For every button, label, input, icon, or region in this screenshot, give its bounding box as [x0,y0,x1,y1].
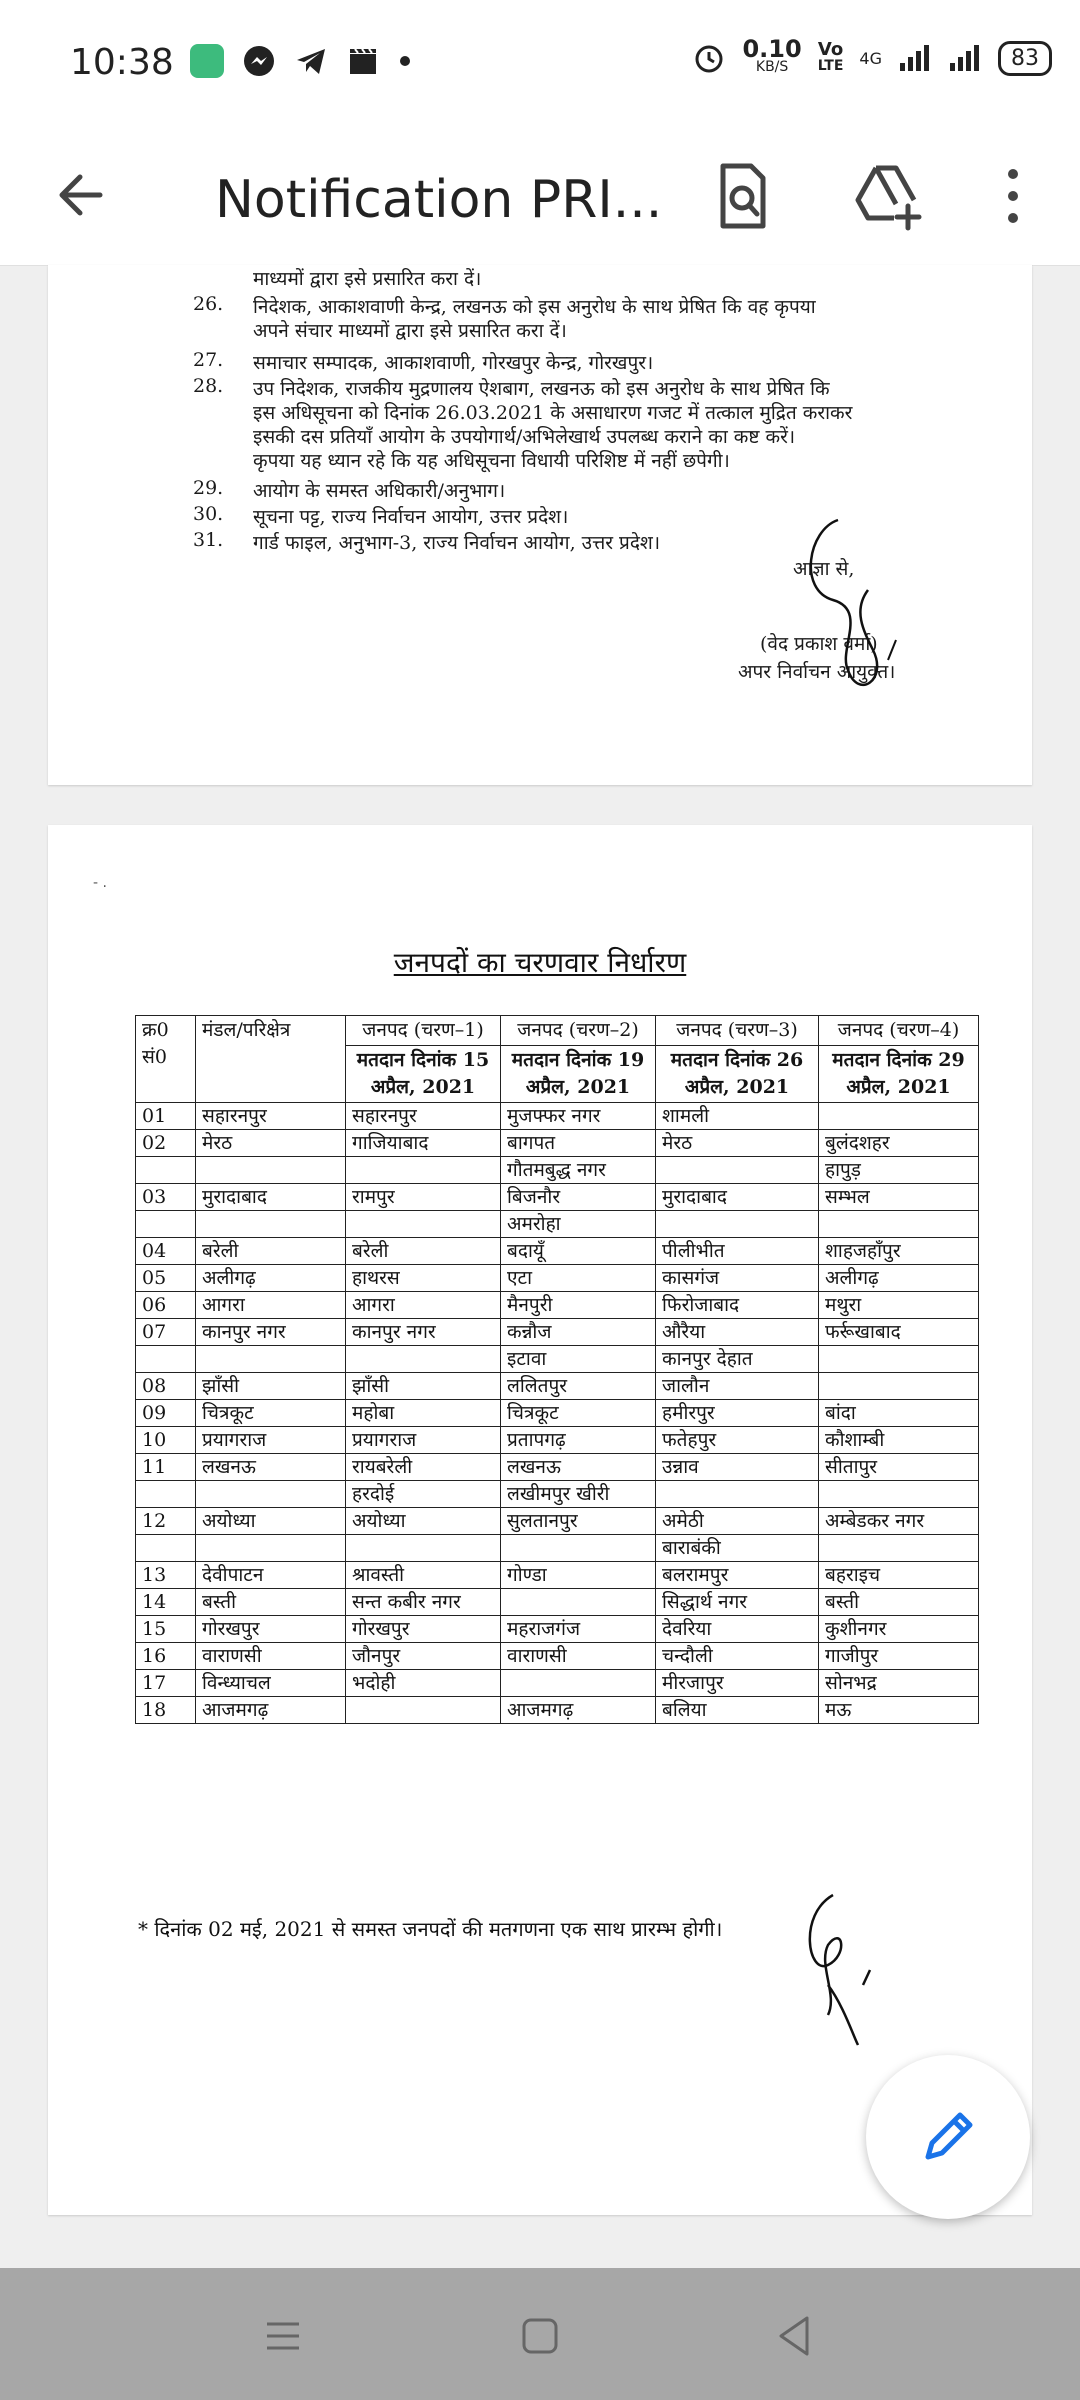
table-row [136,1643,979,1670]
date-phase-3: मतदान दिनांक 26 अप्रैल, 2021 [656,1046,819,1103]
table-cell [196,1535,346,1562]
table-cell: कुशीनगर [819,1616,979,1643]
table-cell: 16 [136,1643,196,1670]
table-cell: हाथरस [346,1265,501,1292]
table-row [136,1265,979,1292]
doc-line: इस अधिसूचना को दिनांक 26.03.2021 के असाधारण गजट में तत्काल मुद्रित कराकर [253,402,853,424]
table-row [136,1130,979,1157]
table-cell: 01 [136,1103,196,1130]
table-row [136,1103,979,1130]
table-cell: कानपुर देहात [656,1346,819,1373]
doc-line: कृपया यह ध्यान रहे कि यह अधिसूचना विधायी परिशिष्ट में नहीं छपेगी। [253,450,730,472]
table-row [136,1616,979,1643]
table-cell: सहारनपुर [346,1103,501,1130]
table-cell: हापुड़ [819,1157,979,1184]
table-row [136,1508,979,1535]
line-number: 29. [193,477,224,499]
table-cell: अयोध्या [346,1508,501,1535]
status-bar [0,0,1080,130]
table-cell: मथुरा [819,1292,979,1319]
table-cell: बागपत [501,1130,656,1157]
doc-line: इसकी दस प्रतियाँ आयोग के उपयोगार्थ/अभिलेखार्थ उपलब्ध कराने का कष्ट करें। [253,426,796,448]
table-cell: गाजियाबाद [346,1130,501,1157]
district-phase-table [135,1015,979,1724]
dot-icon [398,54,412,68]
table-cell: श्रावस्ती [346,1562,501,1589]
table-cell: सिद्धार्थ नगर [656,1589,819,1616]
table-cell: सहारनपुर [196,1103,346,1130]
table-cell [656,1211,819,1238]
table-cell: आजमगढ़ [501,1697,656,1724]
table-cell: देवीपाटन [196,1562,346,1589]
table-cell: बदायूँ [501,1238,656,1265]
table-cell: सुलतानपुर [501,1508,656,1535]
clapper-icon [346,44,380,78]
table-cell: महराजगंज [501,1616,656,1643]
table-header-row [136,1016,979,1046]
add-to-drive-icon[interactable] [850,158,926,234]
table-cell: इटावा [501,1346,656,1373]
table-cell [346,1157,501,1184]
table-row [136,1238,979,1265]
table-cell: जौनपुर [346,1643,501,1670]
table-cell: मऊ [819,1697,979,1724]
table-cell: फिरोजाबाद [656,1292,819,1319]
table-cell: गौतमबुद्ध नगर [501,1157,656,1184]
table-cell: आजमगढ़ [196,1697,346,1724]
table-cell: 11 [136,1454,196,1481]
table-cell [501,1535,656,1562]
table-cell [136,1157,196,1184]
table-cell: 17 [136,1670,196,1697]
navigation-bar [0,2268,1080,2400]
table-row [136,1292,979,1319]
header-phase-2: जनपद (चरण–2) [501,1016,656,1046]
table-cell: बरेली [346,1238,501,1265]
table-cell [136,1481,196,1508]
more-vert-icon[interactable] [975,158,1051,234]
table-cell [656,1481,819,1508]
header-sno: क्र0 सं0 [136,1016,196,1103]
table-cell: लखनऊ [501,1454,656,1481]
signature-order: आज्ञा से, [793,558,855,580]
table-cell: गोरखपुर [196,1616,346,1643]
table-cell: मेरठ [656,1130,819,1157]
table-cell: बहराइच [819,1562,979,1589]
table-cell: लखीमपुर खीरी [501,1481,656,1508]
notification-icons [190,44,412,78]
table-cell: अलीगढ़ [819,1265,979,1292]
edit-fab[interactable] [866,2055,1030,2219]
doc-line: माध्यमों द्वारा इसे प्रसारित करा दें। [253,268,482,290]
document-title: Notification PRI... [215,170,663,230]
table-cell: हरदोई [346,1481,501,1508]
table-cell [196,1481,346,1508]
table-cell [819,1481,979,1508]
header-phase-3: जनपद (चरण–3) [656,1016,819,1046]
table-row [136,1346,979,1373]
table-cell: 05 [136,1265,196,1292]
table-cell: बुलंदशहर [819,1130,979,1157]
table-row [136,1535,979,1562]
table-cell: रामपुर [346,1184,501,1211]
table-cell: जालौन [656,1373,819,1400]
table-row [136,1562,979,1589]
table-cell: 14 [136,1589,196,1616]
table-cell: झाँसी [346,1373,501,1400]
signatory-designation: अपर निर्वाचन आयुक्त। [738,661,896,683]
table-cell: अलीगढ़ [196,1265,346,1292]
table-row [136,1670,979,1697]
table-cell: पीलीभीत [656,1238,819,1265]
battery-indicator: 83 [998,41,1052,76]
table-cell: सन्त कबीर नगर [346,1589,501,1616]
line-number: 28. [193,375,224,397]
messenger-icon [242,44,276,78]
table-cell: बिजनौर [501,1184,656,1211]
table-cell: 07 [136,1319,196,1346]
table-cell [136,1346,196,1373]
table-cell: कानपुर नगर [196,1319,346,1346]
table-cell: 15 [136,1616,196,1643]
table-cell: बलिया [656,1697,819,1724]
clock: 10:38 [70,42,174,83]
table-row [136,1319,979,1346]
table-cell: मैनपुरी [501,1292,656,1319]
network-speed: 0.10 KB/S [742,35,802,75]
table-cell [346,1211,501,1238]
line-number: 27. [193,349,224,371]
doc-line: उप निदेशक, राजकीय मुद्रणालय ऐशबाग, लखनऊ को इस अनुरोध के साथ प्रेषित कि [253,378,830,400]
table-row [136,1427,979,1454]
table-cell [656,1157,819,1184]
table-cell: अमरोहा [501,1211,656,1238]
table-cell: अम्बेडकर नगर [819,1508,979,1535]
doc-line: निदेशक, आकाशवाणी केन्द्र, लखनऊ को इस अनुरोध के साथ प्रेषित कि वह कृपया [253,296,816,318]
signal-icon [948,43,982,73]
table-cell: मुजफ्फर नगर [501,1103,656,1130]
footnote: * दिनांक 02 मई, 2021 से समस्त जनपदों की मतगणना एक साथ प्रारम्भ होगी। [138,1917,723,1941]
table-cell: 04 [136,1238,196,1265]
table-row [136,1184,979,1211]
table-body [136,1103,979,1724]
table-cell: 03 [136,1184,196,1211]
table-cell: कानपुर नगर [346,1319,501,1346]
table-cell: 18 [136,1697,196,1724]
table-cell: ललितपुर [501,1373,656,1400]
table-cell [819,1211,979,1238]
system-indicators [692,35,1052,76]
table-cell: हमीरपुर [656,1400,819,1427]
table-cell: 08 [136,1373,196,1400]
back-triangle-icon[interactable] [765,2306,825,2366]
date-phase-1: मतदान दिनांक 15 अप्रैल, 2021 [346,1046,501,1103]
table-cell: गाजीपुर [819,1643,979,1670]
table-cell [196,1157,346,1184]
document-search-icon[interactable] [705,158,781,234]
table-cell [196,1346,346,1373]
table-cell: कन्नौज [501,1319,656,1346]
table-cell [501,1670,656,1697]
recent-apps-icon[interactable] [253,2306,313,2366]
table-cell [136,1535,196,1562]
table-cell: बांदा [819,1400,979,1427]
table-row [136,1373,979,1400]
signal-icon [898,43,932,73]
line-number: 31. [193,529,224,551]
table-cell: फतेहपुर [656,1427,819,1454]
table-cell: वाराणसी [196,1643,346,1670]
table-cell: देवरिया [656,1616,819,1643]
table-cell: मेरठ [196,1130,346,1157]
table-cell [346,1346,501,1373]
home-icon[interactable] [510,2306,570,2366]
table-row [136,1454,979,1481]
table-cell: आगरा [346,1292,501,1319]
network-type: 4G [859,48,882,68]
table-cell: मीरजापुर [656,1670,819,1697]
table-cell [819,1373,979,1400]
table-cell [136,1211,196,1238]
header-mandal: मंडल/परिक्षेत्र [196,1016,346,1103]
date-phase-2: मतदान दिनांक 19 अप्रैल, 2021 [501,1046,656,1103]
table-cell: विन्ध्याचल [196,1670,346,1697]
table-cell: भदोही [346,1670,501,1697]
date-phase-4: मतदान दिनांक 29 अप्रैल, 2021 [819,1046,979,1103]
table-cell: झाँसी [196,1373,346,1400]
table-cell [819,1103,979,1130]
green-app-icon [190,44,224,78]
table-row [136,1157,979,1184]
app-bar [0,130,1080,266]
table-cell: उन्नाव [656,1454,819,1481]
table-cell: बस्ती [819,1589,979,1616]
table-cell: लखनऊ [196,1454,346,1481]
table-cell: कौशाम्बी [819,1427,979,1454]
table-cell: सीतापुर [819,1454,979,1481]
table-cell: गोण्डा [501,1562,656,1589]
table-cell: 09 [136,1400,196,1427]
table-cell [819,1535,979,1562]
table-cell: गोरखपुर [346,1616,501,1643]
alarm-icon [692,41,726,75]
back-arrow-icon[interactable] [50,160,120,230]
table-row [136,1400,979,1427]
table-cell [819,1346,979,1373]
signatory-name: (वेद प्रकाश वर्मा) [760,633,878,655]
table-cell [501,1589,656,1616]
signature-scribble [778,510,928,710]
table-title: जनपदों का चरणवार निर्धारण [393,946,687,979]
table-cell: मुरादाबाद [196,1184,346,1211]
table-cell [346,1697,501,1724]
document-page-1 [48,265,1032,785]
doc-line: आयोग के समस्त अधिकारी/अनुभाग। [253,480,506,502]
table-cell: फर्रूखाबाद [819,1319,979,1346]
table-cell: बस्ती [196,1589,346,1616]
table-cell: चित्रकूट [501,1400,656,1427]
table-cell: बरेली [196,1238,346,1265]
volte-indicator: Vo LTE [817,39,844,74]
line-number: 30. [193,503,224,525]
table-cell [196,1211,346,1238]
doc-line: सूचना पट्ट, राज्य निर्वाचन आयोग, उत्तर प्रदेश। [253,506,569,528]
table-cell: सोनभद्र [819,1670,979,1697]
table-cell: आगरा [196,1292,346,1319]
table-row [136,1211,979,1238]
table-cell: सम्भल [819,1184,979,1211]
table-cell: अयोध्या [196,1508,346,1535]
line-number: 26. [193,293,224,315]
page-mark: - . [93,875,107,891]
table-cell: मुरादाबाद [656,1184,819,1211]
table-row [136,1589,979,1616]
table-cell: प्रयागराज [196,1427,346,1454]
table-cell: अमेठी [656,1508,819,1535]
table-row [136,1481,979,1508]
table-cell: रायबरेली [346,1454,501,1481]
signature-scribble [788,1885,908,2055]
table-cell: शाहजहाँपुर [819,1238,979,1265]
table-cell: एटा [501,1265,656,1292]
doc-line: समाचार सम्पादक, आकाशवाणी, गोरखपुर केन्द्र, गोरखपुर। [253,352,654,374]
table-cell: चित्रकूट [196,1400,346,1427]
table-cell: प्रतापगढ़ [501,1427,656,1454]
table-cell: महोबा [346,1400,501,1427]
table-cell: 10 [136,1427,196,1454]
header-phase-4: जनपद (चरण–4) [819,1016,979,1046]
edit-pencil-icon [918,2107,978,2167]
telegram-icon [294,44,328,78]
table-cell: 06 [136,1292,196,1319]
table-cell: कासगंज [656,1265,819,1292]
document-page-2 [48,825,1032,2215]
table-cell: बाराबंकी [656,1535,819,1562]
table-row [136,1697,979,1724]
table-cell [346,1535,501,1562]
table-cell: बलरामपुर [656,1562,819,1589]
table-cell: चन्दौली [656,1643,819,1670]
table-cell: 12 [136,1508,196,1535]
table-cell: शामली [656,1103,819,1130]
doc-line: अपने संचार माध्यमों द्वारा इसे प्रसारित करा दें। [253,320,567,342]
doc-line: गार्ड फाइल, अनुभाग-3, राज्य निर्वाचन आयोग, उत्तर प्रदेश। [253,532,661,554]
table-cell: प्रयागराज [346,1427,501,1454]
table-cell: 13 [136,1562,196,1589]
header-phase-1: जनपद (चरण–1) [346,1016,501,1046]
table-cell: 02 [136,1130,196,1157]
table-cell: वाराणसी [501,1643,656,1670]
table-cell: औरैया [656,1319,819,1346]
